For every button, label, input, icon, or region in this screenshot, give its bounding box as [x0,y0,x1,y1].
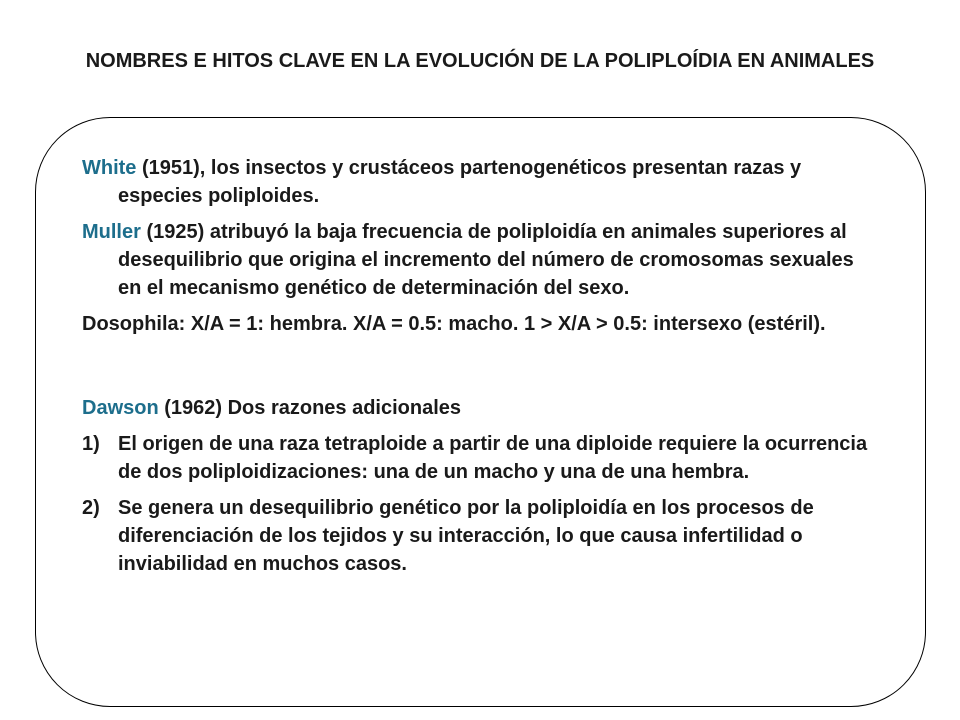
content-body [82,154,872,586]
reason-2-number: 2) [82,497,100,519]
reason-1-text: El origen de una raza tetraploide a partir de una diploide requiere la ocurrencia de dos poliploidizaciones: una de un macho y una de una hembra. [118,433,868,483]
dawson-text: (1962) Dos razones adicionales [158,397,462,419]
white-text: (1951), los insectos y crustáceos partenogenéticos presentan razas y especies poliploides. [118,157,802,207]
white-paragraph [82,154,872,210]
reason-1 [82,430,872,486]
spacer [82,346,872,394]
reason-2 [82,494,872,578]
muller-paragraph [82,218,872,302]
drosophila-paragraph [82,310,872,338]
white-name: White [82,157,137,179]
muller-name: Muller [82,221,141,243]
dawson-paragraph [82,394,872,422]
dawson-name: Dawson [82,397,159,419]
reason-1-number: 1) [82,433,100,455]
muller-text: (1925) atribuyó la baja frecuencia de poliploidía en animales superiores al desequilibrio que origina el incremento del número de cromosomas sexuales en el mecanismo genético de determinación del sexo. [118,221,854,299]
reason-2-text: Se genera un desequilibrio genético por la poliploidía en los procesos de diferenciación de los tejidos y su interacción, lo que causa infertilidad o inviabilidad en muchos casos. [118,497,814,575]
drosophila-text: Dosophila: X/A = 1: hembra. X/A = 0.5: macho. 1 > X/A > 0.5: intersexo (estéril). [82,313,826,335]
page-title: NOMBRES E HITOS CLAVE EN LA EVOLUCIÓN DE LA POLIPLOÍDIA EN ANIMALES [85,50,875,72]
